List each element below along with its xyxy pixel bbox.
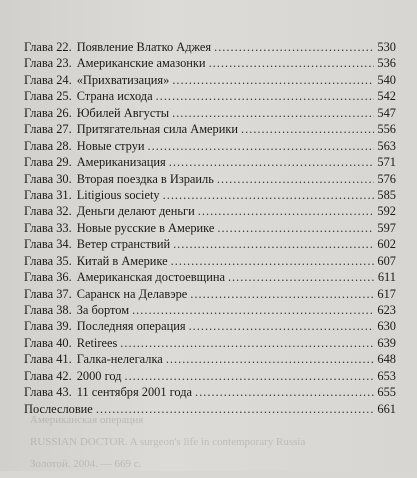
toc-page-number: 576 bbox=[377, 171, 396, 186]
toc-chapter-number: Глава 30. bbox=[24, 171, 72, 186]
table-of-contents bbox=[24, 39, 396, 417]
toc-page-number: 597 bbox=[377, 220, 396, 235]
toc-dot-leader bbox=[172, 105, 374, 121]
toc-chapter-title: Retirees bbox=[76, 335, 118, 350]
toc-dot-leader bbox=[156, 88, 375, 104]
toc-entry bbox=[24, 154, 396, 170]
bleed-through-text bbox=[30, 412, 415, 478]
toc-chapter-title: Вторая поездка в Израиль bbox=[76, 171, 214, 186]
toc-dot-leader bbox=[217, 220, 374, 236]
toc-chapter-number: Глава 32. bbox=[24, 204, 72, 219]
toc-chapter-title: Юбилей Августы bbox=[76, 105, 170, 120]
toc-chapter-number: Глава 29. bbox=[24, 155, 72, 170]
toc-chapter-title: Новые русские в Америке bbox=[76, 220, 215, 235]
toc-page-number: 536 bbox=[377, 56, 396, 71]
toc-chapter-title: Страна исхода bbox=[76, 89, 153, 104]
toc-chapter-number: Глава 25. bbox=[24, 89, 72, 104]
toc-dot-leader bbox=[132, 302, 374, 318]
toc-chapter-number: Глава 35. bbox=[24, 253, 72, 268]
toc-chapter-title: «Прихватизация» bbox=[76, 72, 170, 87]
toc-chapter-number: Глава 22. bbox=[24, 40, 72, 54]
toc-dot-leader bbox=[124, 368, 374, 384]
toc-chapter-number: Глава 38. bbox=[24, 303, 72, 317]
toc-page-number: 653 bbox=[377, 368, 396, 383]
toc-chapter-title: Саранск на Делавэре bbox=[76, 286, 188, 301]
toc-dot-leader bbox=[209, 55, 375, 71]
toc-chapter-number: Глава 27. bbox=[24, 122, 72, 137]
toc-dot-leader bbox=[241, 121, 374, 137]
toc-dot-leader bbox=[189, 318, 375, 334]
toc-dot-leader bbox=[172, 72, 374, 88]
toc-page-number: 571 bbox=[377, 155, 396, 170]
toc-page-number: 661 bbox=[377, 401, 396, 416]
toc-chapter-title: Американские амазонки bbox=[76, 56, 206, 71]
toc-entry bbox=[24, 253, 396, 269]
toc-chapter-number: Глава 23. bbox=[24, 56, 72, 71]
toc-chapter-title: Ветер странствий bbox=[76, 237, 171, 252]
toc-chapter-title: Китай в Америке bbox=[76, 253, 168, 268]
toc-chapter-number: Глава 39. bbox=[24, 319, 72, 334]
toc-entry bbox=[24, 318, 396, 334]
toc-entry bbox=[24, 236, 396, 252]
toc-page-number: 602 bbox=[377, 237, 396, 252]
toc-dot-leader bbox=[214, 39, 374, 55]
toc-dot-leader bbox=[120, 335, 374, 351]
toc-dot-leader bbox=[148, 138, 375, 154]
toc-chapter-title: Деньги делают деньги bbox=[76, 204, 195, 219]
toc-entry bbox=[24, 105, 396, 121]
toc-dot-leader bbox=[166, 351, 375, 367]
toc-entry bbox=[24, 269, 396, 285]
toc-dot-leader bbox=[173, 236, 374, 252]
toc-page-number: 655 bbox=[377, 385, 396, 400]
toc-entry bbox=[24, 302, 396, 318]
toc-chapter-title: За бортом bbox=[76, 303, 130, 317]
toc-chapter-number: Глава 40. bbox=[24, 335, 72, 350]
toc-dot-leader bbox=[198, 203, 375, 219]
toc-chapter-number: Глава 43. bbox=[24, 385, 72, 400]
toc-entry bbox=[24, 203, 396, 219]
toc-chapter-title: 2000 год bbox=[76, 368, 122, 383]
toc-page-number: 547 bbox=[377, 105, 396, 120]
toc-chapter-number: Глава 41. bbox=[24, 352, 72, 367]
bleed-through-line: Американская операция bbox=[30, 414, 144, 426]
toc-chapter-number: Глава 37. bbox=[24, 286, 72, 301]
toc-entry bbox=[24, 72, 396, 88]
toc-chapter-title: Галка-нелегалка bbox=[76, 352, 163, 367]
toc-dot-leader bbox=[171, 253, 375, 269]
toc-dot-leader bbox=[163, 187, 375, 203]
toc-dot-leader bbox=[169, 154, 375, 170]
toc-afterword-title: Послесловие bbox=[24, 401, 93, 416]
toc-chapter-number: Глава 26. bbox=[24, 105, 72, 120]
toc-chapter-title: Американская достоевщина bbox=[76, 270, 225, 285]
toc-page-number: 540 bbox=[377, 72, 396, 87]
toc-dot-leader bbox=[228, 269, 375, 285]
toc-page-number: 585 bbox=[377, 187, 396, 202]
toc-page-number: 630 bbox=[377, 319, 396, 334]
toc-chapter-number: Глава 36. bbox=[24, 270, 72, 285]
toc-entry bbox=[24, 368, 396, 384]
toc-page-number: 611 bbox=[377, 270, 396, 285]
bleed-through-line: RUSSIAN DOCTOR. A surgeon's life in contemporary Russia bbox=[30, 436, 306, 448]
toc-page-number: 542 bbox=[377, 89, 396, 104]
toc-entry bbox=[24, 286, 396, 302]
toc-chapter-title: Последняя операция bbox=[76, 319, 186, 334]
toc-entry bbox=[24, 121, 396, 137]
toc-entry bbox=[24, 351, 396, 367]
toc-page-number: 563 bbox=[377, 138, 396, 153]
toc-entry bbox=[24, 171, 396, 187]
toc-entry bbox=[24, 335, 396, 351]
toc-chapter-number: Глава 42. bbox=[24, 368, 72, 383]
toc-page-number: 617 bbox=[377, 286, 396, 301]
toc-entry bbox=[24, 55, 396, 71]
toc-chapter-number: Глава 28. bbox=[24, 138, 72, 153]
toc-page-number: 639 bbox=[377, 335, 396, 350]
bleed-through-line: Золотой. 2004. — 669 с. bbox=[30, 458, 142, 470]
toc-chapter-title: Появление Влатко Аджея bbox=[76, 40, 212, 54]
toc-entry bbox=[24, 384, 396, 400]
toc-chapter-number: Глава 24. bbox=[24, 72, 72, 87]
toc-entry bbox=[24, 88, 396, 104]
toc-page-number: 530 bbox=[377, 40, 396, 54]
toc-chapter-title: Litigious society bbox=[76, 187, 160, 202]
toc-dot-leader bbox=[217, 171, 375, 187]
toc-entry bbox=[24, 220, 396, 236]
toc-page-number: 556 bbox=[377, 122, 396, 137]
toc-chapter-number: Глава 31. bbox=[24, 187, 72, 202]
toc-dot-leader bbox=[190, 286, 374, 302]
toc-page-number: 592 bbox=[377, 204, 396, 219]
toc-chapter-title: Притягательная сила Америки bbox=[76, 122, 239, 137]
toc-page-number: 623 bbox=[377, 303, 396, 317]
toc-chapter-number: Глава 33. bbox=[24, 220, 72, 235]
toc-entry bbox=[24, 39, 396, 55]
toc-chapter-title: Новые струи bbox=[76, 138, 145, 153]
toc-chapter-number: Глава 34. bbox=[24, 237, 72, 252]
toc-chapter-title: Американизация bbox=[76, 155, 166, 170]
toc-page-number: 648 bbox=[377, 352, 396, 367]
toc-page-number: 607 bbox=[377, 253, 396, 268]
toc-chapter-title: 11 сентября 2001 года bbox=[76, 385, 193, 400]
toc-entry bbox=[24, 138, 396, 154]
toc-entry bbox=[24, 187, 396, 203]
toc-dot-leader bbox=[195, 384, 374, 400]
